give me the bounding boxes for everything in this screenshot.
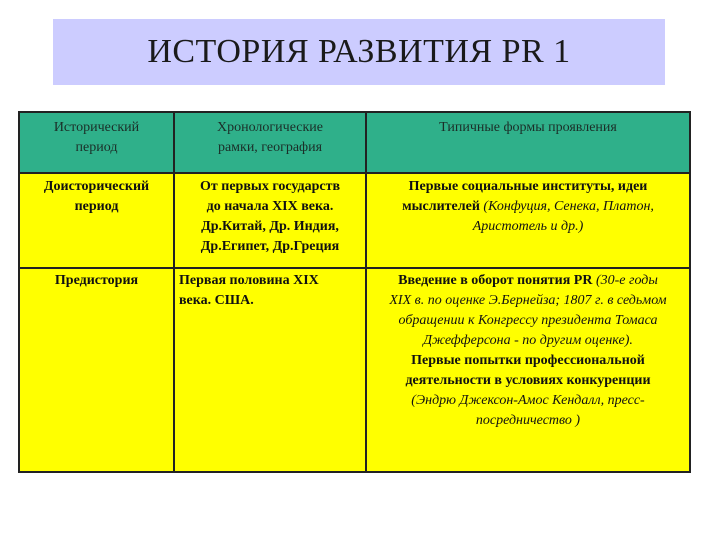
table-row xyxy=(19,173,690,268)
header-frame: Хронологические рамки, география xyxy=(174,112,366,173)
header-period: Исторический период xyxy=(19,112,174,173)
cell-forms: Первые социальные институты, идеи мыслителей (Конфуция, Сенека, Платон, Аристотель и др.) xyxy=(366,173,690,268)
cell-period: Предистория xyxy=(19,268,174,472)
header-forms: Типичные формы проявления xyxy=(366,112,690,173)
history-table xyxy=(18,111,691,473)
cell-frame: Первая половина XIX века. США. xyxy=(174,268,366,472)
slide-title-banner xyxy=(53,19,665,85)
cell-forms: Введение в оборот понятия PR (30-е годы XIX в. по оценке Э.Бернейза; 1807 г. в седьмом обращении к Конгрессу президента Томаса Джефферсона - по другим оценке). Первые попытки профессиональной деятельности в условиях конкуренции (Эндрю Джексон-Амос Кендалл, пресс- посредничество ) xyxy=(366,268,690,472)
slide-title: ИСТОРИЯ РАЗВИТИЯ PR 1 xyxy=(147,33,571,70)
cell-period: Доисторический период xyxy=(19,173,174,268)
cell-frame: От первых государств до начала XIX века. Др.Китай, Др. Индия, Др.Египет, Др.Греция xyxy=(174,173,366,268)
table-row xyxy=(19,268,690,472)
table-header-row xyxy=(19,112,690,173)
